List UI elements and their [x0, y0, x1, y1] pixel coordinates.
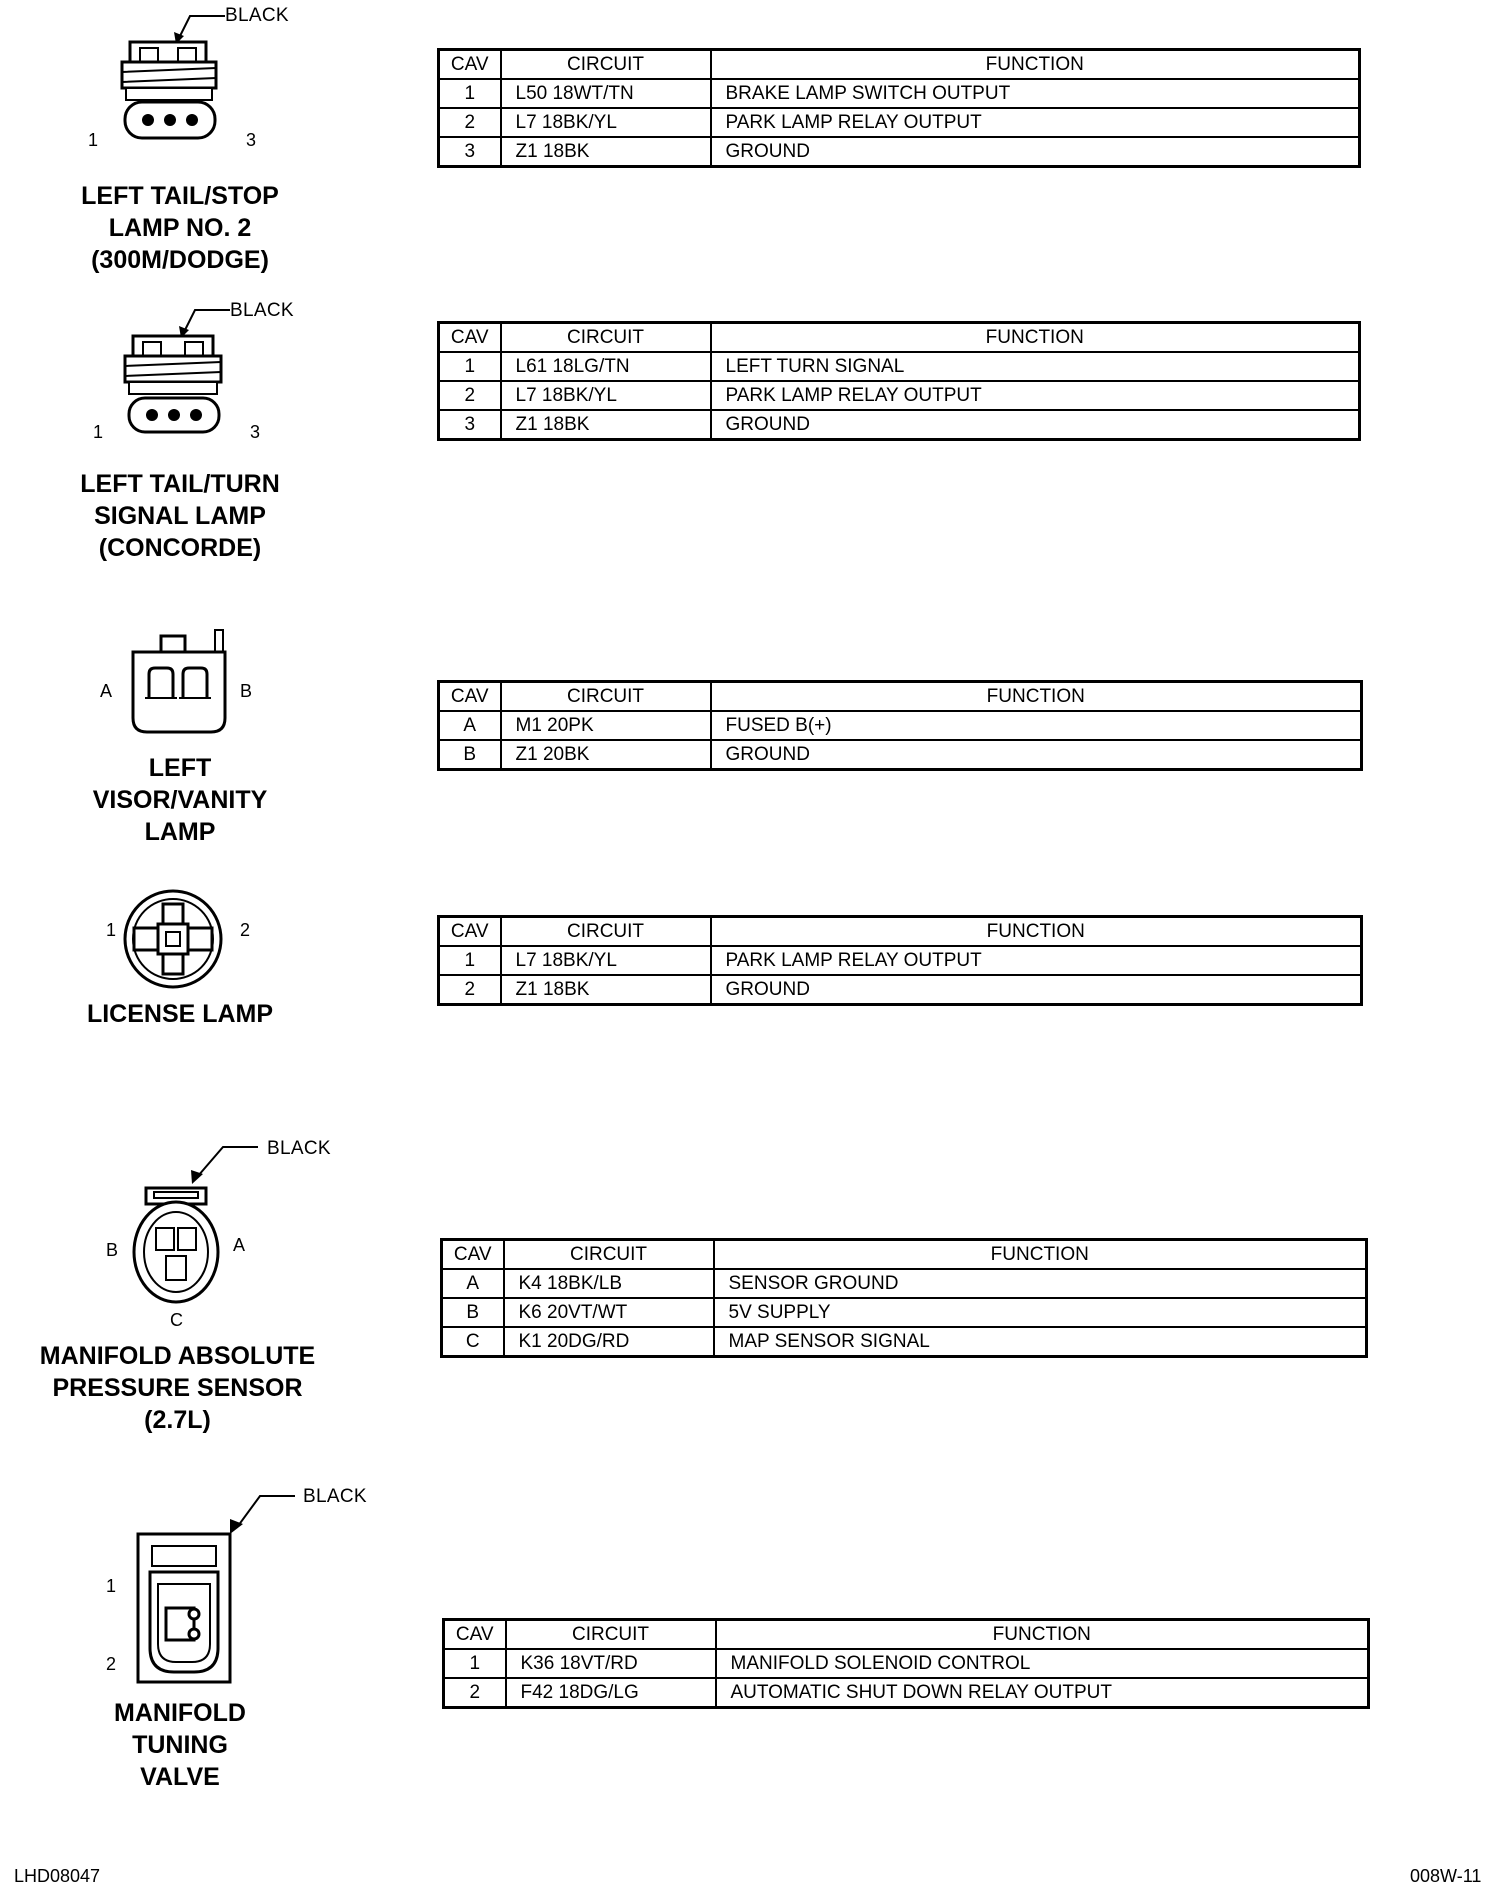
header-circuit: CIRCUIT	[506, 1620, 716, 1650]
table-row	[439, 352, 1360, 381]
table-row	[439, 381, 1360, 410]
cav-cell: 1	[444, 1649, 506, 1678]
circuit-cell: K4 18BK/LB	[504, 1269, 714, 1298]
circuit-cell: F42 18DG/LG	[506, 1678, 716, 1708]
cav-cell: 2	[439, 381, 501, 410]
cav-cell: C	[442, 1327, 504, 1357]
function-cell: MAP SENSOR SIGNAL	[714, 1327, 1367, 1357]
figure-id-right: 008W-11	[1410, 1866, 1482, 1886]
pin-label: C	[170, 1310, 183, 1330]
table-header-row	[439, 917, 1362, 947]
table-row	[439, 975, 1362, 1005]
cav-cell: A	[439, 711, 501, 740]
header-circuit: CIRCUIT	[501, 682, 711, 712]
cav-cell: 1	[439, 79, 501, 108]
function-cell: PARK LAMP RELAY OUTPUT	[711, 381, 1360, 410]
pin-label: 1	[93, 422, 104, 442]
table-header-row	[439, 50, 1360, 80]
cav-cell: 2	[444, 1678, 506, 1708]
header-cav: CAV	[439, 323, 501, 353]
connector-name: LICENSE LAMP	[86, 1000, 274, 1028]
header-function: FUNCTION	[714, 1240, 1367, 1270]
circuit-cell: Z1 18BK	[501, 410, 711, 440]
table-header-row	[439, 323, 1360, 353]
connector-color-label: BLACK	[267, 1138, 331, 1159]
pin-label: 1	[88, 130, 99, 150]
function-cell: PARK LAMP RELAY OUTPUT	[711, 108, 1360, 137]
pinout-table	[437, 915, 1363, 1006]
tail-lamp-connector-icon	[105, 302, 245, 452]
table-row	[439, 740, 1362, 770]
cav-cell: 1	[439, 946, 501, 975]
connector-color-label: BLACK	[230, 300, 294, 321]
pin-label: A	[233, 1235, 246, 1255]
cav-cell: 3	[439, 410, 501, 440]
pin-label: 3	[246, 130, 257, 150]
pinout-table	[437, 48, 1361, 168]
cav-cell: B	[439, 740, 501, 770]
visor-lamp-connector-icon	[125, 628, 235, 738]
cav-cell: 3	[439, 137, 501, 167]
table-row	[439, 946, 1362, 975]
header-cav: CAV	[439, 917, 501, 947]
header-function: FUNCTION	[711, 323, 1360, 353]
header-cav: CAV	[439, 682, 501, 712]
tuning-valve-connector-icon	[130, 1488, 300, 1688]
function-cell: GROUND	[711, 740, 1362, 770]
pin-label: 1	[106, 1576, 117, 1596]
header-circuit: CIRCUIT	[501, 917, 711, 947]
pin-label: B	[240, 681, 253, 701]
table-row	[439, 137, 1360, 167]
table-row	[439, 711, 1362, 740]
table-header-row	[439, 682, 1362, 712]
circuit-cell: L7 18BK/YL	[501, 946, 711, 975]
table-row	[444, 1678, 1369, 1708]
header-circuit: CIRCUIT	[501, 50, 711, 80]
connector-color-label: BLACK	[303, 1486, 367, 1507]
cav-cell: B	[442, 1298, 504, 1327]
function-cell: SENSOR GROUND	[714, 1269, 1367, 1298]
circuit-cell: L7 18BK/YL	[501, 381, 711, 410]
table-row	[444, 1649, 1369, 1678]
cav-cell: 2	[439, 108, 501, 137]
header-function: FUNCTION	[711, 917, 1362, 947]
function-cell: 5V SUPPLY	[714, 1298, 1367, 1327]
function-cell: BRAKE LAMP SWITCH OUTPUT	[711, 79, 1360, 108]
map-sensor-connector-icon	[128, 1140, 268, 1310]
pin-label: 2	[106, 1654, 117, 1674]
function-cell: AUTOMATIC SHUT DOWN RELAY OUTPUT	[716, 1678, 1369, 1708]
circuit-cell: L61 18LG/TN	[501, 352, 711, 381]
function-cell: FUSED B(+)	[711, 711, 1362, 740]
circuit-cell: Z1 18BK	[501, 137, 711, 167]
pin-label: 1	[106, 920, 117, 940]
connector-name: LEFT VISOR/VANITY LAMP	[92, 754, 268, 846]
table-header-row	[444, 1620, 1369, 1650]
circuit-cell: L7 18BK/YL	[501, 108, 711, 137]
pinout-table	[440, 1238, 1368, 1358]
function-cell: GROUND	[711, 410, 1360, 440]
header-function: FUNCTION	[711, 682, 1362, 712]
header-function: FUNCTION	[716, 1620, 1369, 1650]
circuit-cell: K36 18VT/RD	[506, 1649, 716, 1678]
table-row	[439, 410, 1360, 440]
circuit-cell: Z1 20BK	[501, 740, 711, 770]
table-row	[442, 1269, 1367, 1298]
connector-name: MANIFOLD TUNING VALVE	[114, 1699, 246, 1791]
circuit-cell: L50 18WT/TN	[501, 79, 711, 108]
table-header-row	[442, 1240, 1367, 1270]
circuit-cell: M1 20PK	[501, 711, 711, 740]
license-lamp-connector-icon	[118, 886, 228, 992]
function-cell: GROUND	[711, 137, 1360, 167]
header-circuit: CIRCUIT	[504, 1240, 714, 1270]
function-cell: MANIFOLD SOLENOID CONTROL	[716, 1649, 1369, 1678]
circuit-cell: K1 20DG/RD	[504, 1327, 714, 1357]
pin-label: 2	[240, 920, 251, 940]
pin-label: A	[100, 681, 113, 701]
connector-color-label: BLACK	[225, 5, 289, 26]
header-cav: CAV	[442, 1240, 504, 1270]
header-function: FUNCTION	[711, 50, 1360, 80]
header-cav: CAV	[444, 1620, 506, 1650]
cav-cell: A	[442, 1269, 504, 1298]
connector-name: MANIFOLD ABSOLUTE PRESSURE SENSOR (2.7L)	[39, 1342, 316, 1434]
table-row	[442, 1298, 1367, 1327]
circuit-cell: Z1 18BK	[501, 975, 711, 1005]
pinout-table	[437, 321, 1361, 441]
header-circuit: CIRCUIT	[501, 323, 711, 353]
connector-name: LEFT TAIL/STOP LAMP NO. 2 (300M/DODGE)	[81, 182, 279, 274]
circuit-cell: K6 20VT/WT	[504, 1298, 714, 1327]
header-cav: CAV	[439, 50, 501, 80]
tail-lamp-connector-icon	[100, 8, 240, 168]
figure-id-left: LHD08047	[14, 1866, 101, 1886]
function-cell: GROUND	[711, 975, 1362, 1005]
pin-label: 3	[250, 422, 261, 442]
pin-label: B	[106, 1240, 119, 1260]
function-cell: LEFT TURN SIGNAL	[711, 352, 1360, 381]
cav-cell: 1	[439, 352, 501, 381]
table-row	[439, 79, 1360, 108]
table-row	[439, 108, 1360, 137]
cav-cell: 2	[439, 975, 501, 1005]
function-cell: PARK LAMP RELAY OUTPUT	[711, 946, 1362, 975]
pinout-table	[437, 680, 1363, 771]
table-row	[442, 1327, 1367, 1357]
connector-name: LEFT TAIL/TURN SIGNAL LAMP (CONCORDE)	[80, 470, 280, 562]
pinout-table	[442, 1618, 1370, 1709]
